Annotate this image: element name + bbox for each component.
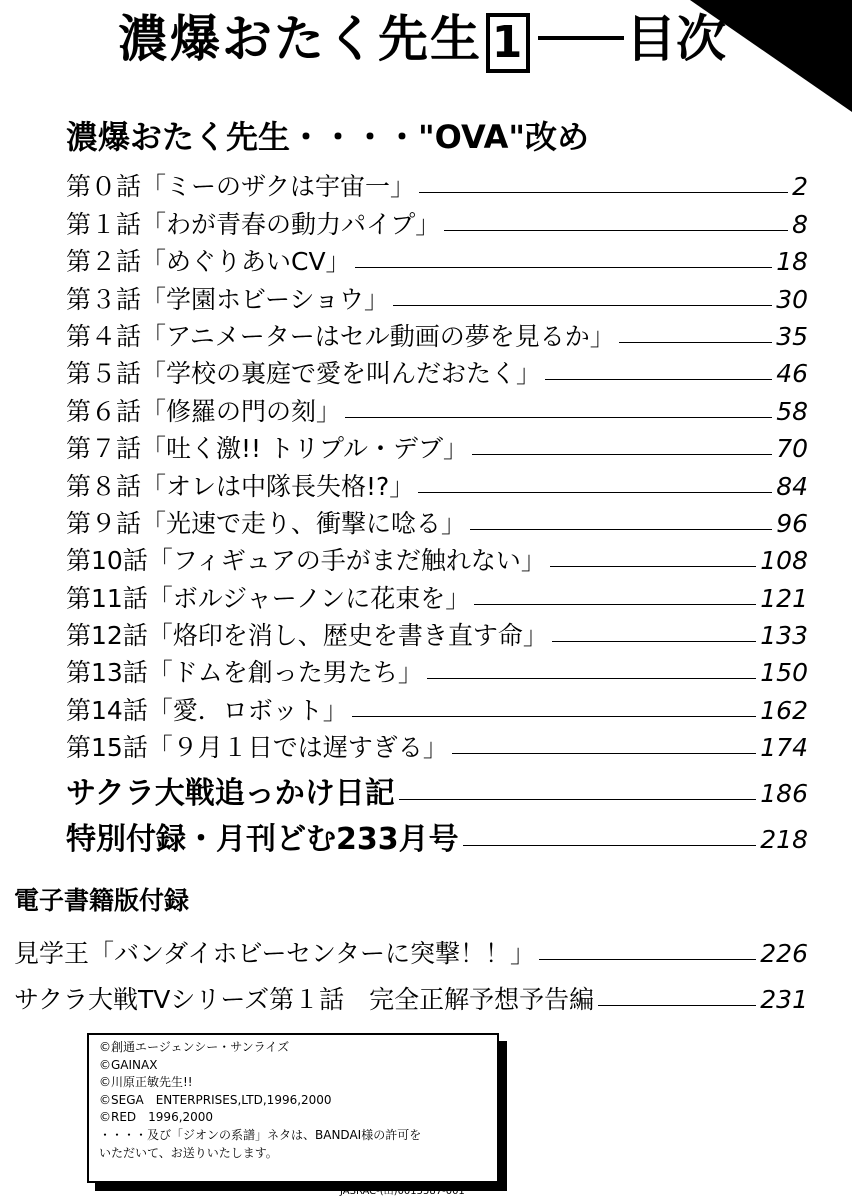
dot-leader <box>472 454 772 455</box>
toc-row[interactable] <box>66 727 808 764</box>
toc-page: 30 <box>776 284 808 314</box>
toc-page: 8 <box>792 209 808 239</box>
dot-leader <box>352 716 756 717</box>
dot-leader <box>470 529 772 530</box>
toc-label: 第13話「ドムを創った男たち」 <box>66 658 423 688</box>
dot-leader <box>452 753 756 754</box>
dot-leader <box>463 845 757 846</box>
dot-leader <box>419 192 788 193</box>
toc-label: 第９話「光速で走り、衝撃に唸る」 <box>66 508 467 538</box>
toc-row[interactable] <box>66 652 808 689</box>
toc-page: 150 <box>760 658 808 688</box>
toc-row[interactable] <box>66 540 808 577</box>
dot-leader <box>474 604 756 605</box>
toc-row[interactable] <box>66 577 808 614</box>
toc-page: 2 <box>792 172 808 202</box>
toc-row[interactable] <box>66 241 808 278</box>
toc-label: 第２話「めぐりあいCV」 <box>66 247 351 277</box>
toc-page: 174 <box>760 733 808 763</box>
toc-page: 70 <box>776 434 808 464</box>
contents-heading: 目次 <box>626 10 726 68</box>
volume-number: 1 <box>486 13 530 73</box>
ebook-row[interactable] <box>14 924 808 970</box>
toc-label: 第５話「学校の裏庭で愛を叫んだおたく」 <box>66 359 542 389</box>
toc-label: 第４話「アニメーターはセル動画の夢を見るか」 <box>66 321 615 351</box>
credit-line: ©川原正敏先生!! <box>99 1075 193 1090</box>
toc-label: 第10話「フィギュアの手がまだ触れない」 <box>66 546 546 576</box>
toc-label: 第14話「愛．ロボット」 <box>66 695 348 725</box>
dot-leader <box>539 959 756 960</box>
credit-line: ©創通エージェンシー・サンライズ <box>99 1040 290 1054</box>
ebook-appendix <box>14 878 808 1016</box>
toc-page: 162 <box>760 695 808 725</box>
header-banner <box>0 0 852 112</box>
credit-line: ©SEGA ENTERPRISES,LTD,1996,2000 <box>99 1092 332 1107</box>
section-title: 濃爆おたく先生・・・・"OVA"改め <box>66 118 590 156</box>
toc-label: サクラ大戦追っかけ日記 <box>66 776 395 812</box>
toc-row[interactable] <box>66 353 808 390</box>
dot-leader <box>552 641 756 642</box>
dot-leader <box>550 566 756 567</box>
toc-page: 218 <box>760 825 808 855</box>
credits-box <box>87 1033 499 1183</box>
toc-row[interactable] <box>66 203 808 240</box>
toc-row-extra[interactable] <box>66 764 808 810</box>
ebook-row[interactable] <box>14 970 808 1016</box>
toc-label: 特別付録・月刊どむ233月号 <box>66 822 459 858</box>
dot-leader <box>393 305 772 306</box>
dot-leader <box>619 342 772 343</box>
banner-title <box>118 4 530 74</box>
table-of-contents <box>66 166 808 856</box>
toc-row[interactable] <box>66 278 808 315</box>
toc-label: 第３話「学園ホビーショウ」 <box>66 284 390 314</box>
toc-page: 46 <box>776 359 808 389</box>
toc-label: 第15話「９月１日では遅すぎる」 <box>66 733 448 763</box>
dot-leader <box>444 230 788 231</box>
toc-page: 121 <box>760 583 808 613</box>
toc-page: 18 <box>776 247 808 277</box>
toc-page: 96 <box>776 508 808 538</box>
ebook-appendix-title: 電子書籍版付録 <box>14 886 190 915</box>
toc-label: 第１話「わが青春の動力パイプ」 <box>66 209 441 239</box>
toc-page: 35 <box>776 321 808 351</box>
banner-title-text: 濃爆おたく先生 <box>118 10 482 68</box>
banner-rule <box>538 36 624 40</box>
credit-line: ©GAINAX <box>99 1057 158 1072</box>
jasrac-code: JASRAC-(出)0015587-001 <box>340 1186 465 1197</box>
toc-row[interactable] <box>66 689 808 726</box>
toc-page: 186 <box>760 779 808 809</box>
dot-leader <box>345 417 772 418</box>
ebook-page: 231 <box>760 985 808 1014</box>
toc-label: 第７話「吐く激!! トリプル・デブ」 <box>66 434 468 464</box>
toc-row[interactable] <box>66 390 808 427</box>
dot-leader <box>399 799 756 800</box>
toc-label: 第６話「修羅の門の刻」 <box>66 396 342 426</box>
toc-row[interactable] <box>66 428 808 465</box>
toc-label: 第８話「オレは中隊長失格!?」 <box>66 471 415 501</box>
toc-page: 84 <box>776 471 808 501</box>
toc-row[interactable] <box>66 503 808 540</box>
toc-row[interactable] <box>66 166 808 203</box>
toc-row[interactable] <box>66 615 808 652</box>
toc-label: 第０話「ミーのザクは宇宙一」 <box>66 172 416 202</box>
dot-leader <box>355 267 773 268</box>
toc-row[interactable] <box>66 316 808 353</box>
dot-leader <box>427 678 756 679</box>
credit-line: ©RED 1996,2000 <box>99 1110 214 1125</box>
toc-row[interactable] <box>66 465 808 502</box>
ebook-label: サクラ大戦TVシリーズ第１話 完全正解予想予告編 <box>14 985 595 1014</box>
ebook-label: 見学王「バンダイホビーセンターに突撃！！」 <box>14 939 536 968</box>
toc-label: 第11話「ボルジャーノンに花束を」 <box>66 583 471 613</box>
toc-label: 第12話「烙印を消し、歴史を書き直す命」 <box>66 621 548 651</box>
dot-leader <box>418 492 772 493</box>
toc-row-extra[interactable] <box>66 810 808 856</box>
ebook-page: 226 <box>760 939 808 968</box>
dot-leader <box>545 379 772 380</box>
credit-line: いただいて、お送りいたします。 <box>99 1145 278 1160</box>
toc-page: 58 <box>776 396 808 426</box>
toc-page: 133 <box>760 621 808 651</box>
credit-line: ・・・・及び「ジオンの系譜」ネタは、BANDAI様の許可を <box>99 1127 422 1142</box>
dot-leader <box>598 1005 756 1006</box>
toc-page: 108 <box>760 546 808 576</box>
